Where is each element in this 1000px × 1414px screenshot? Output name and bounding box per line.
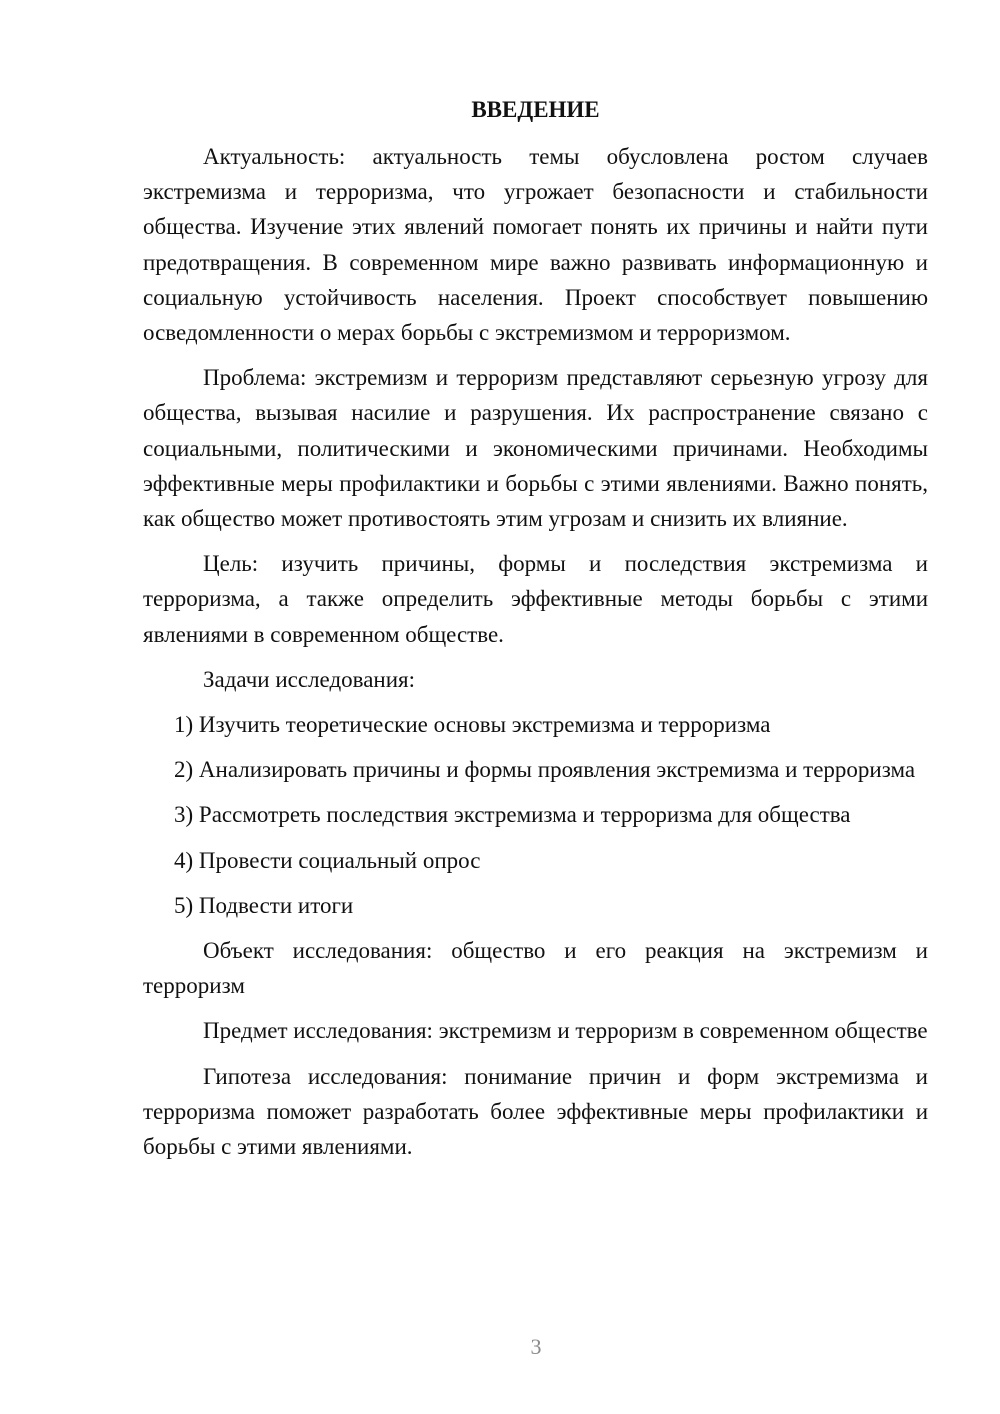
task-item: 1) Изучить теоретические основы экстремизма и терроризма (174, 712, 771, 738)
subject-paragraph: Предмет исследования: экстремизм и терроризм в современном обществе (203, 1018, 928, 1044)
tasks-list (143, 707, 928, 923)
page-number: 3 (530, 1334, 542, 1359)
relevance-paragraph: Актуальность: актуальность темы обусловлена ростом случаев экстремизма и терроризма, что угрожает безопасности и стабильности общества. Изучение этих явлений помогает понять их причины и найти пути предотвращения. В современном мире важно развивать информационную и социальную устойчивость населения. Проект способствует повышению осведомленности о мерах борьбы с экстремизмом и терроризмом. (143, 144, 928, 346)
goal-paragraph: Цель: изучить причины, формы и последствия экстремизма и терроризма, а также определить эффективные методы борьбы с этими явлениями в современном обществе. (143, 551, 928, 647)
object-paragraph: Объект исследования: общество и его реакция на экстремизм и терроризм (143, 938, 928, 999)
tasks-heading: Задачи исследования: (203, 666, 416, 692)
page-content (143, 92, 928, 1174)
task-item: 4) Провести социальный опрос (174, 847, 481, 873)
problem-paragraph: Проблема: экстремизм и терроризм представляют серьезную угрозу для общества, вызывая насилие и разрушения. Их распространение связано с социальными, политическими и экономическими причинами. Необходимы эффективные меры профилактики и борьбы с этими явлениями. Важно понять, как общество может противостоять этим угрозам и снизить их влияние. (143, 365, 928, 532)
hypothesis-paragraph: Гипотеза исследования: понимание причин и форм экстремизма и терроризма поможет разработать более эффективные меры профилактики и борьбы с этими явлениями. (143, 1063, 928, 1160)
task-item: 3) Рассмотреть последствия экстремизма и терроризма для общества (174, 802, 851, 828)
page-title: ВВЕДЕНИЕ (471, 97, 600, 122)
task-item: 2) Анализировать причины и формы проявления экстремизма и терроризма (174, 757, 916, 783)
task-item: 5) Подвести итоги (174, 892, 354, 918)
